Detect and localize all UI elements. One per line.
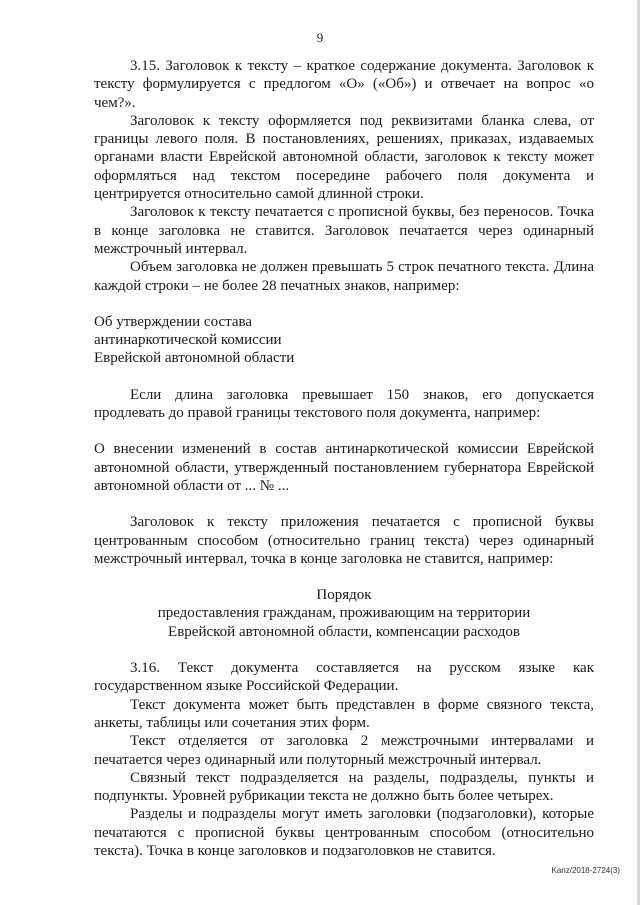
example-short-title-line: Еврейской автономной области bbox=[94, 350, 295, 367]
spacer bbox=[94, 495, 594, 513]
paragraph-long-title: Если длина заголовка превышает 150 знаков, его допускается продлевать до правой границы текстового поля документа, например: bbox=[94, 386, 594, 422]
spacer bbox=[94, 295, 594, 313]
paragraph-title-format: Заголовок к тексту печатается с прописной буквы, без переносов. Точка в конце заголовка не ставится. Заголовок печатается через одинарный межстрочный интервал. bbox=[94, 204, 594, 257]
paragraph-appendix-title: Заголовок к тексту приложения печатается с прописной буквы центрованным способом (относительно границ текста) через одинарный межстрочный интервал, точка в конце заголовка не ставится, например: bbox=[94, 514, 594, 567]
paragraph-title-placement: Заголовок к тексту оформляется под реквизитами бланка слева, от границы левого поля. В постановлениях, решениях, приказах, издаваемых органами власти Еврейской автономной области, заголовок к тексту может оформляться над текстом посередине рабочего поля документа и центрируется относительно самой длинной строки. bbox=[94, 112, 594, 203]
spacer bbox=[94, 422, 594, 440]
page-number: 9 bbox=[316, 30, 324, 45]
paragraph-3-15: 3.15. Заголовок к тексту – краткое содержание документа. Заголовок к тексту формулируется с предлогом «О» («Об») и отвечает на вопрос «о чем?». bbox=[94, 58, 594, 111]
document-code: Kanz/2018-2724(3) bbox=[551, 866, 620, 875]
example-short-title-line: Об утверждении состава bbox=[94, 313, 253, 330]
paragraph-section-headings: Разделы и подразделы могут иметь заголовки (подзаголовки), которые печатаются с прописной буквы центрованным способом (относительно текста). Точка в конце заголовков и подзаголовков не ставится. bbox=[94, 806, 594, 859]
spacer bbox=[94, 368, 594, 386]
example-long-title: О внесении изменений в состав антинаркотической комиссии Еврейской автономной области, утвержденный постановлением губернатора Еврейской автономной области от ... № ... bbox=[94, 441, 594, 494]
paragraph-text-rubrication: Связный текст подразделяется на разделы, подразделы, пункты и подпункты. Уровней рубрикации текста не должно быть более четырех. bbox=[94, 769, 594, 805]
paragraph-text-forms: Текст документа может быть представлен в форме связного текста, анкеты, таблицы или сочетания этих форм. bbox=[94, 696, 594, 731]
paragraph-text-spacing: Текст отделяется от заголовка 2 межстрочными интервалами и печатается через одинарный или полуторный межстрочный интервал. bbox=[94, 733, 594, 768]
example-short-title-line: антинаркотической комиссии bbox=[94, 332, 282, 349]
example-appendix-title-line: Порядок bbox=[316, 587, 372, 604]
example-appendix-title bbox=[94, 586, 594, 641]
example-appendix-title-line: предоставления гражданам, проживающим на территории bbox=[157, 605, 531, 622]
example-appendix-title-line: Еврейской автономной области, компенсации расходов bbox=[168, 623, 520, 640]
spacer bbox=[94, 641, 594, 659]
example-short-title bbox=[94, 313, 594, 368]
paragraph-title-length: Объем заголовка не должен превышать 5 строк печатного текста. Длина каждой строки – не более 28 печатных знаков, например: bbox=[94, 259, 594, 294]
document-body bbox=[94, 57, 594, 860]
paragraph-3-16: 3.16. Текст документа составляется на русском языке как государственном языке Российской Федерации. bbox=[94, 660, 594, 695]
spacer bbox=[94, 568, 594, 586]
